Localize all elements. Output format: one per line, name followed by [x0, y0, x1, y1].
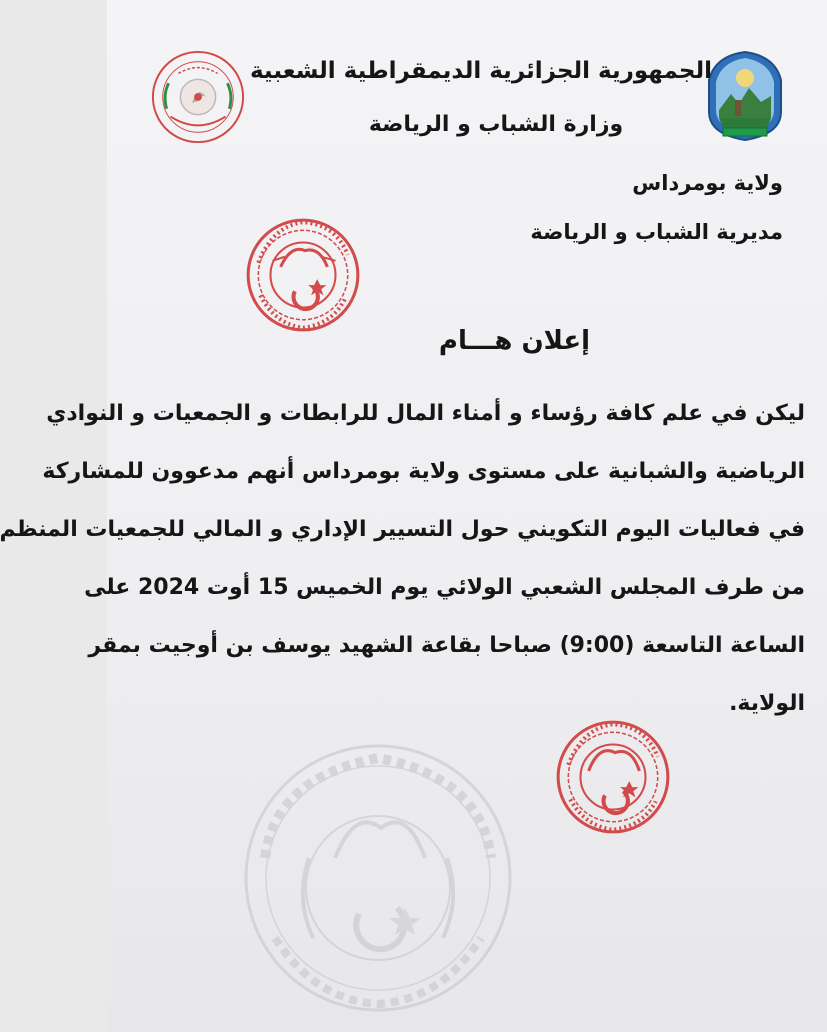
body-line-4: من طرف المجلس الشعبي الولائي يوم الخميس 15 أوت 2024 على [84, 575, 805, 600]
announcement-body [0, 385, 805, 733]
official-stamp-icon [242, 210, 364, 338]
official-stamp-icon [551, 712, 675, 840]
directorate-heading: مديرية الشباب و الرياضة [530, 220, 783, 244]
announcement-title: إعلان هـــام [438, 326, 591, 356]
body-line-3: في فعاليات اليوم التكويني حول التسيير الإداري و المالي للجمعيات المنظم [0, 517, 805, 542]
body-line-2: الرياضية والشبانية على مستوى ولاية بومرداس أنهم مدعوون للمشاركة [42, 459, 805, 484]
watermark-emblem-icon [235, 738, 521, 1018]
ministry-heading: وزارة الشباب و الرياضة [368, 112, 624, 137]
body-line-5: الساعة التاسعة (9:00) صباحا بقاعة الشهيد يوسف بن أوجيت بمقر [88, 633, 805, 658]
body-line-6: الولاية. [729, 691, 805, 716]
republic-heading: الجمهورية الجزائرية الديمقراطية الشعبية [249, 58, 713, 84]
wilaya-heading: ولاية بومرداس [632, 171, 783, 195]
body-line-1: ليكن في علم كافة رؤساء و أمناء المال للرابطات و الجمعيات و النوادي [46, 401, 805, 426]
